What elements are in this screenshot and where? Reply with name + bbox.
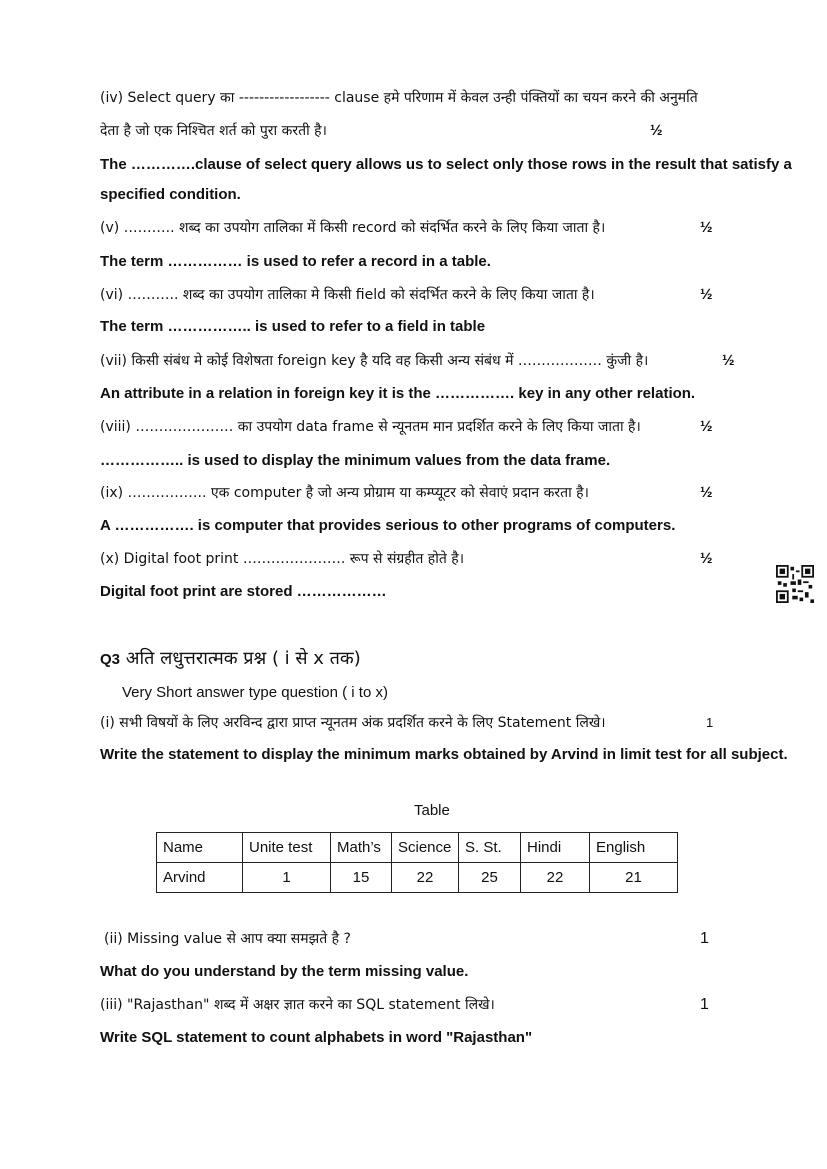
- q3-ii-mark: 1: [700, 930, 709, 947]
- q3-i-hindi: (i) सभी विषयों के लिए अरविन्द द्वारा प्राप्त न्यूनतम अंक प्रदर्शित करने के लिए Statement लिखे।: [100, 715, 606, 731]
- table-header-row: [157, 833, 678, 863]
- q2-iv-mark: ½: [650, 122, 663, 139]
- q2-vi-mark: ½: [700, 286, 713, 303]
- qr-code-icon: [776, 565, 814, 603]
- q2-ix-mark: ½: [700, 484, 713, 501]
- q2-vii-mark: ½: [722, 352, 735, 369]
- table-row: [157, 863, 678, 893]
- header-english: English: [590, 833, 678, 863]
- q2-iv-hindi-line1: (iv) Select query का ------------------ clause हमे परिणाम में केवल उन्ही पंक्तियों का चयन करने की अनुमति: [100, 90, 698, 106]
- cell-sst: 25: [459, 863, 521, 893]
- q2-vi-english: The term …………….. is used to refer to a field in table: [100, 318, 486, 335]
- q2-iv-english-line2: specified condition.: [100, 186, 241, 203]
- cell-english: 21: [590, 863, 678, 893]
- q2-vii-hindi: (vii) किसी संबंध मे कोई विशेषता foreign key है यदि वह किसी अन्य संबंध में ……………… कुंजी है।: [100, 353, 649, 369]
- cell-unite-test: 1: [243, 863, 331, 893]
- header-hindi: Hindi: [521, 833, 590, 863]
- q2-v-english: The term …………… is used to refer a record in a table.: [100, 253, 491, 270]
- table-caption: Table: [414, 802, 450, 819]
- q2-iv-hindi-line2: देता है जो एक निश्चित शर्त को पुरा करती है।: [100, 123, 327, 139]
- cell-science: 22: [392, 863, 459, 893]
- q2-ix-hindi: (ix) …………….. एक computer है जो अन्य प्रोग्राम या कम्प्यूटर को सेवाएं प्रदान करता है।: [100, 485, 589, 501]
- cell-hindi: 22: [521, 863, 590, 893]
- q3-subtitle: Very Short answer type question ( i to x): [122, 684, 388, 701]
- q2-viii-hindi: (viii) ………………… का उपयोग data frame से न्यूनतम मान प्रदर्शित करने के लिए किया जाता है।: [100, 419, 641, 435]
- q2-viii-mark: ½: [700, 418, 713, 435]
- q2-ix-english: A ……………. is computer that provides serious to other programs of computers.: [100, 517, 676, 534]
- header-sst: S. St.: [459, 833, 521, 863]
- q3-i-english: Write the statement to display the minimum marks obtained by Arvind in limit test for all subject.: [100, 746, 788, 763]
- q2-vii-english: An attribute in a relation in foreign key it is the ……………. key in any other relation.: [100, 385, 696, 402]
- header-maths: Math’s: [331, 833, 392, 863]
- header-name: Name: [157, 833, 243, 863]
- q2-viii-english: …………….. is used to display the minimum values from the data frame.: [100, 452, 611, 469]
- q3-iii-mark: 1: [700, 996, 709, 1013]
- header-science: Science: [392, 833, 459, 863]
- q2-iv-english-line1: The ………….clause of select query allows us to select only those rows in the result that satisfy a: [100, 156, 792, 173]
- q3-ii-hindi: (ii) Missing value से आप क्या समझते है ?: [104, 931, 351, 947]
- q3-heading: Q3 अति लधुत्तरात्मक प्रश्न ( i से x तक): [100, 648, 361, 669]
- q3-ii-english: What do you understand by the term missing value.: [100, 963, 469, 980]
- header-unite-test: Unite test: [243, 833, 331, 863]
- cell-name: Arvind: [157, 863, 243, 893]
- q2-vi-hindi: (vi) ……….. शब्द का उपयोग तालिका मे किसी field को संदर्भित करने के लिए किया जाता है।: [100, 287, 595, 303]
- q2-x-hindi: (x) Digital foot print …………………. रूप से संग्रहीत होते है।: [100, 551, 465, 567]
- q3-iii-english: Write SQL statement to count alphabets in word "Rajasthan": [100, 1029, 533, 1046]
- q2-x-mark: ½: [700, 550, 713, 567]
- marks-table: [156, 832, 678, 893]
- q3-iii-hindi: (iii) "Rajasthan" शब्द में अक्षर ज्ञात करने का SQL statement लिखे।: [100, 997, 495, 1013]
- q3-i-mark: 1: [706, 715, 714, 730]
- q2-v-hindi: (v) ……….. शब्द का उपयोग तालिका में किसी record को संदर्भित करने के लिए किया जाता है।: [100, 220, 606, 236]
- q2-x-english: Digital foot print are stored ………………: [100, 583, 387, 600]
- q2-v-mark: ½: [700, 219, 713, 236]
- cell-maths: 15: [331, 863, 392, 893]
